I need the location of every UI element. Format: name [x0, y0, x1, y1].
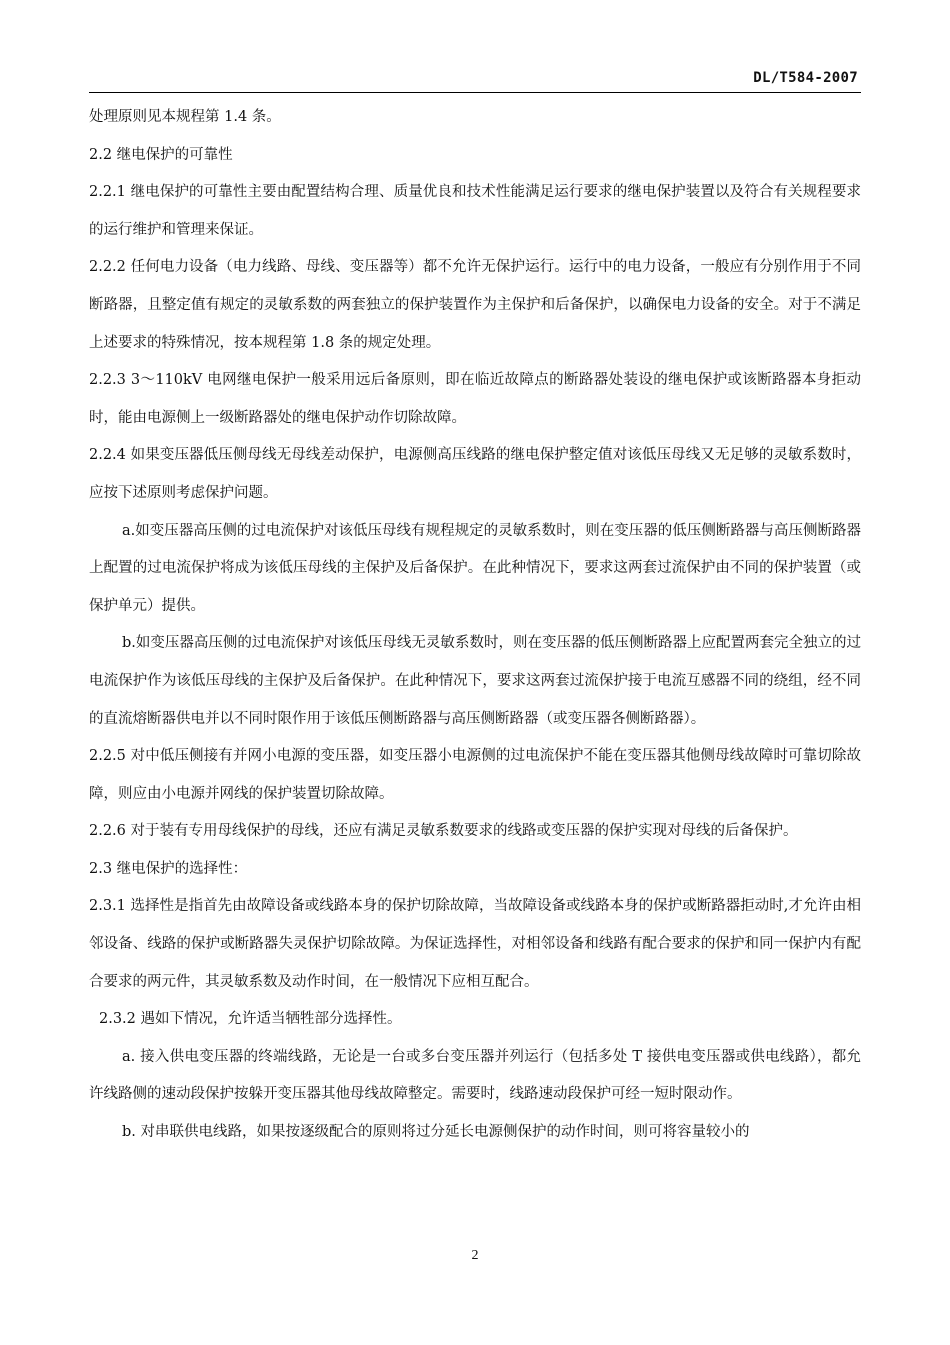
- clause-2-2-4-item-a: a.如变压器高压侧的过电流保护对该低压母线有规程规定的灵敏系数时，则在变压器的低压侧断路器与高压侧断路器上配置的过电流保护将成为该低压母线的主保护及后备保护。在此种情况下，要求这两套过流保护由不同的保护装置（或保护单元）提供。: [89, 522, 861, 614]
- clause-2-2-6: 2.2.6 对于装有专用母线保护的母线，还应有满足灵敏系数要求的线路或变压器的保护实现对母线的后备保护。: [89, 823, 798, 840]
- paragraph-continuation: 处理原则见本规程第 1.4 条。: [89, 109, 281, 125]
- clause-2-2-4-item-b: b.如变压器高压侧的过电流保护对该低压母线无灵敏系数时，则在变压器的低压侧断路器上应配置两套完全独立的过电流保护作为该低压母线的主保护及后备保护。在此种情况下，要求这两套过流保护接于电流互感器不同的绕组，经不同的直流熔断器供电并以不同时限作用于该低压侧断路器与高压侧断路器（或变压器各侧断路器）。: [89, 635, 861, 727]
- section-heading-2-3: 2.3 继电保护的选择性：: [89, 860, 248, 877]
- clause-2-3-1: 2.3.1 选择性是指首先由故障设备或线路本身的保护切除故障，当故障设备或线路本身的保护或断路器拒动时,才允许由相邻设备、线路的保护或断路器失灵保护切除故障。为保证选择性，对相邻设备和线路有配合要求的保护和同一保护内有配合要求的两元件，其灵敏系数及动作时间，在一般情况下应相互配合。: [89, 898, 861, 990]
- clause-2-3-2-item-b: b. 对串联供电线路，如果按逐级配合的原则将过分延长电源侧保护的动作时间，则可将容量较小的: [122, 1124, 750, 1141]
- clause-2-2-1: 2.2.1 继电保护的可靠性主要由配置结构合理、质量优良和技术性能满足运行要求的继电保护装置以及符合有关规程要求的运行维护和管理来保证。: [89, 184, 861, 238]
- clause-2-2-2: 2.2.2 任何电力设备（电力线路、母线、变压器等）都不允许无保护运行。运行中的电力设备，一般应有分别作用于不同断路器，且整定值有规定的灵敏系数的两套独立的保护装置作为主保护和后备保护，以确保电力设备的安全。对于不满足上述要求的特殊情况，按本规程第 1.8 条的规定处理。: [89, 259, 861, 351]
- section-heading-2-2: 2.2 继电保护的可靠性: [89, 146, 233, 163]
- clause-2-3-2: 2.3.2 遇如下情况，允许适当牺牲部分选择性。: [99, 1011, 402, 1028]
- clause-2-2-5: 2.2.5 对中低压侧接有并网小电源的变压器，如变压器小电源侧的过电流保护不能在变压器其他侧母线故障时可靠切除故障，则应由小电源并网线的保护装置切除故障。: [89, 748, 861, 802]
- header-rule: [89, 92, 861, 93]
- clause-2-2-4: 2.2.4 如果变压器低压侧母线无母线差动保护，电源侧高压线路的继电保护整定值对该低压母线又无足够的灵敏系数时，应按下述原则考虑保护问题。: [89, 447, 861, 501]
- clause-2-2-3: 2.2.3 3～110kV 电网继电保护一般采用远后备原则，即在临近故障点的断路器处装设的继电保护或该断路器本身拒动时，能由电源侧上一级断路器处的继电保护动作切除故障。: [89, 372, 861, 426]
- clause-2-3-2-item-a: a. 接入供电变压器的终端线路，无论是一台或多台变压器并列运行（包括多处 T 接供电变压器或供电线路），都允许线路侧的速动段保护按躲开变压器其他母线故障整定。需要时，线路速动段保护可经一短时限动作。: [89, 1048, 861, 1103]
- document-body: [89, 99, 861, 1152]
- document-code: DL/T584-2007: [753, 70, 858, 86]
- page-number: 2: [471, 1248, 479, 1263]
